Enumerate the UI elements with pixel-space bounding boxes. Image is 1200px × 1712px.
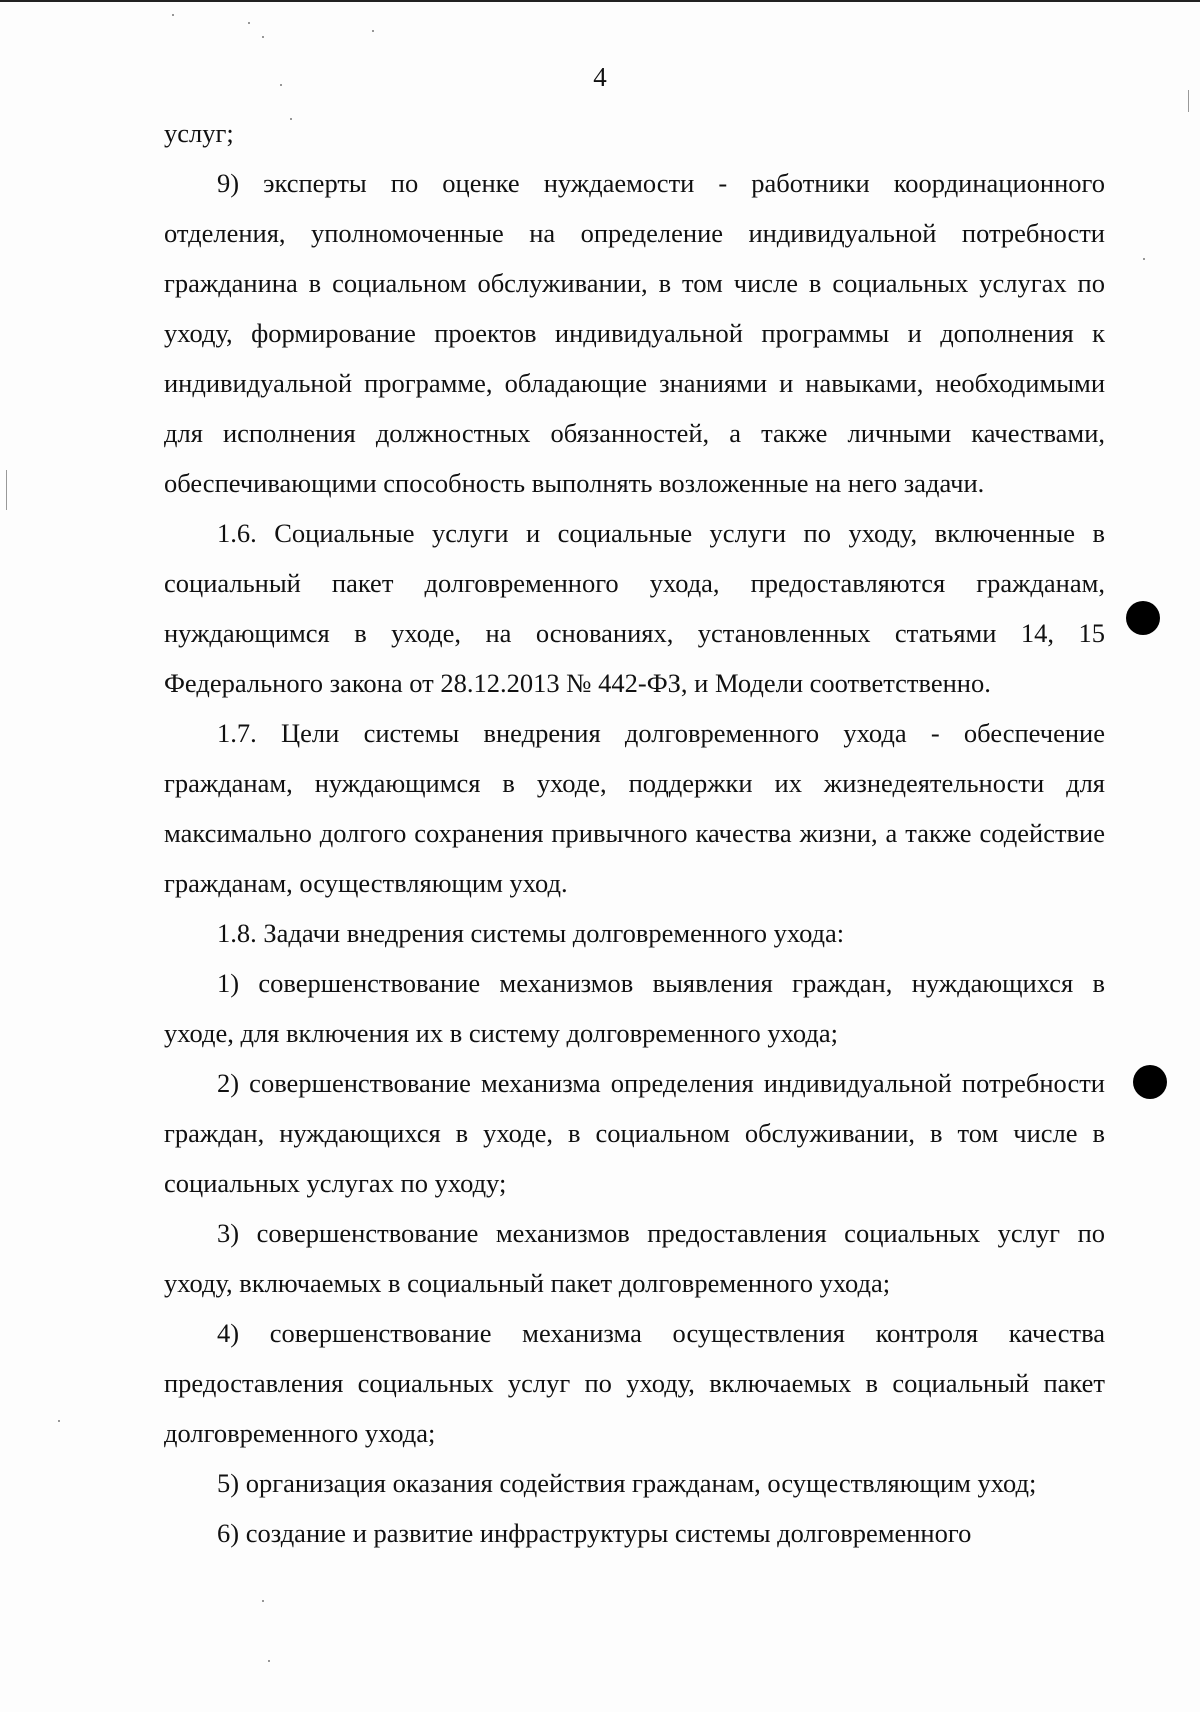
task-item-5: 5) организация оказания содействия гражданам, осуществляющим уход; (217, 1468, 1037, 1498)
scan-speck (172, 14, 174, 16)
scan-margin-mark (6, 470, 7, 510)
scan-speck (268, 1660, 270, 1662)
task-item-6: 6) создание и развитие инфраструктуры системы долговременного (217, 1518, 972, 1548)
scan-speck (290, 118, 292, 120)
scan-speck (280, 84, 282, 86)
task-item-2: 2) совершенствование механизма определения индивидуальной потребности граждан, нуждающихся в уходе, в социальном обслуживании, в том числе в социальных услугах по уходу; (164, 1068, 1105, 1198)
paragraph-1-6: 1.6. Социальные услуги и социальные услуги по уходу, включенные в социальный пакет долговременного ухода, предоставляются гражданам, нуждающимся в уходе, на основаниях, установленных статьями 14, 15 Федерального закона от 28.12.2013 № 442-ФЗ, и Модели соответственно. (164, 518, 1105, 698)
paragraph-item-9: 9) эксперты по оценке нуждаемости - работники координационного отделения, уполномоченные на определение индивидуальной потребности гражданина в социальном обслуживании, в том числе в социальных услугах по уходу, формирование проектов индивидуальной программы и дополнения к индивидуальной программе, обладающие знаниями и навыками, необходимыми для исполнения должностных обязанностей, а также личными качествами, обеспечивающими способность выполнять возложенные на него задачи. (164, 168, 1105, 498)
scan-speck (58, 1420, 60, 1422)
scan-speck (372, 30, 374, 32)
task-item-4: 4) совершенствование механизма осуществления контроля качества предоставления социальных услуг по уходу, включаемых в социальный пакет долговременного ухода; (164, 1318, 1105, 1448)
punch-hole-upper (1126, 601, 1160, 635)
paragraph-1-8: 1.8. Задачи внедрения системы долговременного ухода: (217, 918, 845, 948)
scan-margin-mark (1188, 90, 1189, 112)
scan-speck (1143, 258, 1145, 260)
page-number: 4 (593, 62, 607, 92)
page-top-edge (0, 0, 1200, 2)
task-item-3: 3) совершенствование механизмов предоставления социальных услуг по уходу, включаемых в социальный пакет долговременного ухода; (164, 1218, 1105, 1298)
task-item-1: 1) совершенствование механизмов выявления граждан, нуждающихся в уходе, для включения их в систему долговременного ухода; (164, 968, 1105, 1048)
punch-hole-lower (1133, 1065, 1167, 1099)
paragraph-1-7: 1.7. Цели системы внедрения долговременного ухода - обеспечение гражданам, нуждающимся в уходе, поддержки их жизнедеятельности для максимально долгого сохранения привычного качества жизни, а также содействие гражданам, осуществляющим уход. (164, 718, 1105, 898)
scan-speck (262, 36, 264, 38)
paragraph-continuation: услуг; (164, 118, 234, 148)
scan-speck (262, 1600, 264, 1602)
document-body (164, 108, 1105, 1558)
scan-speck (248, 22, 250, 24)
